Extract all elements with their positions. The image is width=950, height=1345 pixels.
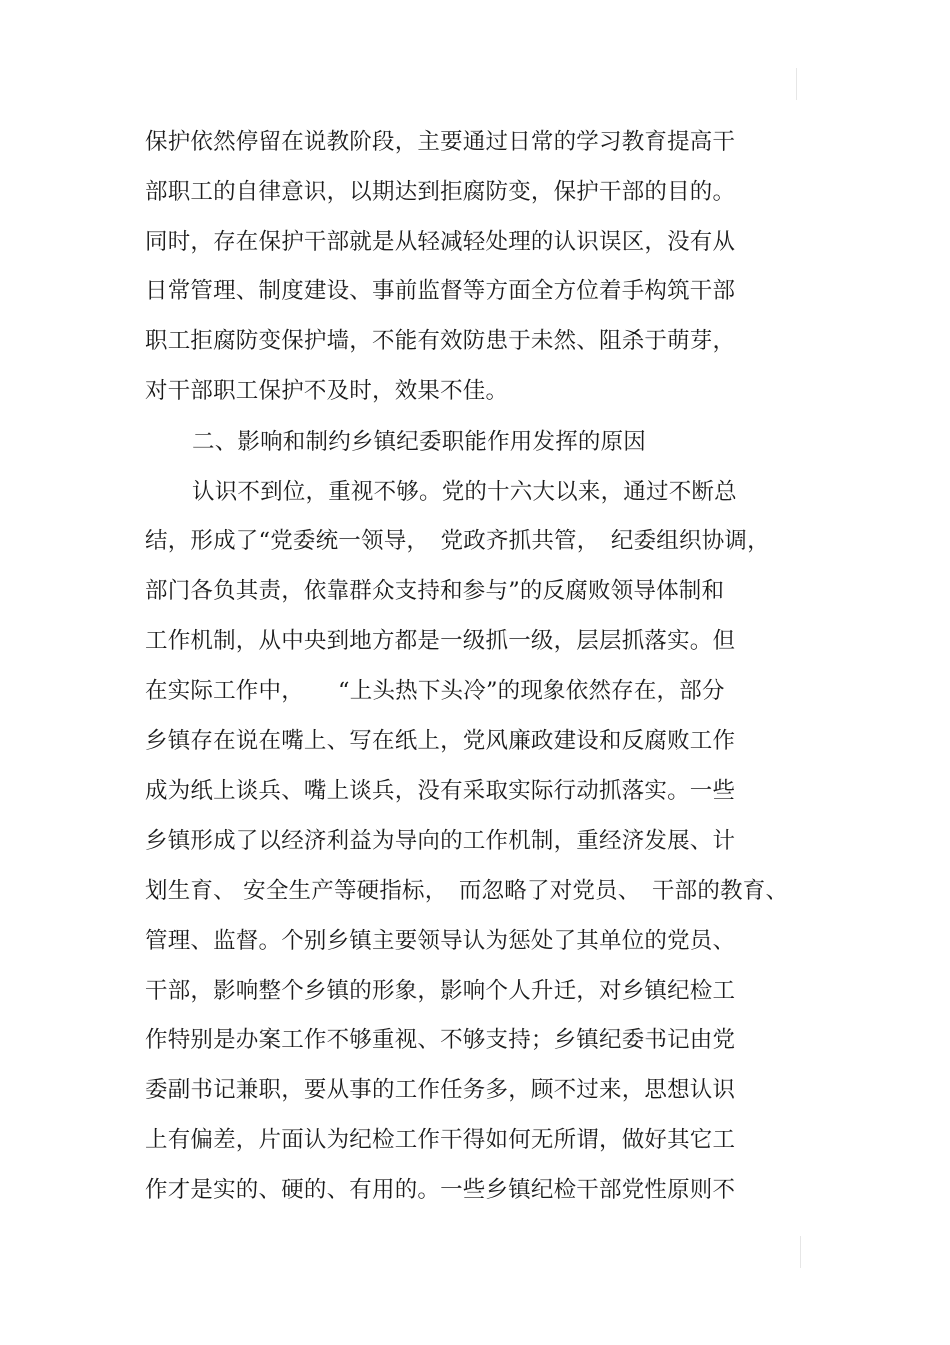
paragraph-line: 干部，影响整个乡镇的形象，影响个人升迁，对乡镇纪检工 — [145, 978, 736, 1004]
paragraph-line: 同时，存在保护干部就是从轻减轻处理的认识误区，没有从 — [145, 229, 736, 255]
paragraph-line: 对干部职工保护不及时，效果不佳。 — [145, 378, 509, 404]
paragraph-line: 认识不到位，重视不够。党的十六大以来，通过不断总 — [192, 479, 737, 505]
paragraph-line: 划生育、 安全生产等硬指标， 而忽略了对党员、 干部的教育、 — [145, 878, 789, 904]
paragraph-line: 成为纸上谈兵、嘴上谈兵，没有采取实际行动抓落实。一些 — [145, 778, 736, 804]
section-heading: 二、影响和制约乡镇纪委职能作用发挥的原因 — [192, 429, 647, 455]
paragraph-line: 上有偏差，片面认为纪检工作干得如何无所谓，做好其它工 — [145, 1127, 736, 1153]
paragraph-line: 日常管理、制度建设、事前监督等方面全方位着手构筑干部 — [145, 278, 736, 304]
paragraph-line: 乡镇形成了以经济利益为导向的工作机制，重经济发展、计 — [145, 828, 736, 854]
paragraph-line: 作特别是办案工作不够重视、不够支持；乡镇纪委书记由党 — [145, 1027, 736, 1053]
paragraph-line: 结，形成了“党委统一领导， 党政齐抓共管， 纪委组织协调， — [145, 528, 770, 554]
paragraph-line: 乡镇存在说在嘴上、写在纸上，党风廉政建设和反腐败工作 — [145, 728, 736, 754]
paragraph-line: 保护依然停留在说教阶段，主要通过日常的学习教育提高干 — [145, 129, 736, 155]
paragraph-line: 工作机制，从中央到地方都是一级抓一级，层层抓落实。但 — [145, 628, 736, 654]
paragraph-line: 部门各负其责，依靠群众支持和参与”的反腐败领导体制和 — [145, 578, 725, 604]
paragraph-line: 在实际工作中， “上头热下头冷”的现象依然存在，部分 — [145, 678, 725, 704]
paragraph-line: 作才是实的、硬的、有用的。一些乡镇纪检干部党性原则不 — [145, 1177, 736, 1203]
paragraph-line: 部职工的自律意识，以期达到拒腐防变，保护干部的目的。 — [145, 179, 736, 205]
paragraph-line: 管理、监督。个别乡镇主要领导认为惩处了其单位的党员、 — [145, 928, 736, 954]
paragraph-line: 职工拒腐防变保护墙，不能有效防患于未然、阻杀于萌芽， — [145, 328, 736, 354]
paragraph-line: 委副书记兼职，要从事的工作任务多，顾不过来，思想认识 — [145, 1077, 736, 1103]
